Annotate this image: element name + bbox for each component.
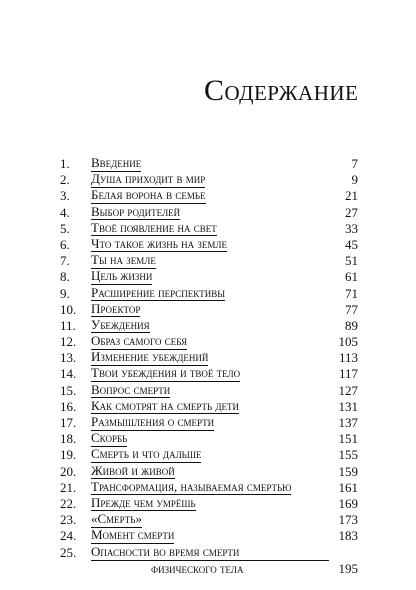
- toc-entry: [60, 237, 358, 253]
- entry-title: Прежде чем умрёшь: [91, 494, 196, 510]
- page-title: Содержание: [204, 74, 359, 107]
- entry-title: Скорбь: [91, 430, 128, 446]
- entry-number: 1.: [60, 156, 70, 171]
- toc-entry: [60, 512, 358, 528]
- entry-title: Белая ворона в семье: [91, 187, 206, 203]
- entry-number: 22.: [60, 495, 77, 511]
- toc-entry: [60, 221, 358, 237]
- entry-number: 6.: [60, 236, 70, 252]
- entry-title: Как смотрят на смерть дети: [91, 397, 240, 413]
- entry-number: 10.: [60, 301, 77, 317]
- entry-page: 195: [338, 560, 358, 576]
- toc-entry: [60, 399, 358, 415]
- entry-title: Проектор: [91, 300, 141, 316]
- toc-entry: [60, 447, 358, 463]
- entry-title: Выбор родителей: [91, 203, 181, 219]
- entry-number: 20.: [60, 463, 77, 479]
- entry-title: Размышления о смерти: [91, 414, 215, 429]
- entry-title: Вопрос смерти: [91, 381, 171, 397]
- entry-title: Твоё появление на свет: [91, 219, 217, 235]
- toc-entry: [60, 496, 358, 512]
- entry-page: 61: [345, 269, 358, 285]
- entry-number: 18.: [60, 431, 77, 447]
- entry-page: 89: [345, 317, 358, 333]
- table-of-contents: [60, 156, 358, 577]
- entry-number: 9.: [60, 285, 70, 301]
- entry-number: 4.: [60, 204, 70, 220]
- entry-page: 131: [338, 398, 358, 414]
- entry-number: 8.: [60, 269, 70, 285]
- entry-title: Ты на земле: [91, 252, 156, 268]
- toc-entry: [60, 156, 358, 172]
- entry-page: 105: [338, 334, 358, 350]
- entry-number: 12.: [60, 334, 77, 350]
- entry-title: Введение: [91, 155, 142, 170]
- toc-entry: [60, 334, 358, 350]
- toc-entry: [60, 366, 358, 382]
- entry-page: 159: [338, 463, 358, 479]
- entry-title: Трансформация, называемая смертью: [91, 478, 292, 494]
- toc-entry: [60, 188, 358, 204]
- entry-page: 21: [345, 188, 358, 204]
- entry-page: 51: [345, 253, 358, 269]
- toc-entry: [60, 302, 358, 318]
- entry-title: Образ самого себя: [91, 333, 188, 349]
- entry-page: 151: [338, 431, 358, 447]
- entry-title: Живой и живой: [91, 462, 175, 478]
- entry-number: 14.: [60, 366, 77, 382]
- entry-number: 19.: [60, 447, 77, 463]
- entry-title: [91, 545, 329, 577]
- entry-page: 127: [338, 382, 358, 398]
- entry-number: 7.: [60, 253, 70, 269]
- entry-title: «Смерть»: [91, 511, 142, 527]
- entry-number: 25.: [60, 544, 77, 560]
- entry-number: 24.: [60, 528, 77, 544]
- toc-entry: [60, 545, 358, 577]
- entry-title: Твои убеждения и твоё тело: [91, 365, 241, 381]
- entry-title: Момент смерти: [91, 527, 175, 543]
- entry-number: 3.: [60, 188, 70, 204]
- toc-entry: [60, 528, 358, 544]
- entry-title: Расширение перспективы: [91, 284, 226, 300]
- entry-number: 21.: [60, 479, 77, 495]
- entry-page: 77: [345, 301, 358, 317]
- toc-entry: [60, 480, 358, 496]
- entry-page: 161: [338, 479, 358, 495]
- entry-title-line-2: физического тела: [151, 560, 244, 576]
- entry-title: Что такое жизнь на земле: [91, 235, 228, 251]
- toc-entry: [60, 286, 358, 302]
- entry-page: 7: [351, 156, 358, 171]
- entry-number: 23.: [60, 512, 77, 528]
- entry-number: 15.: [60, 382, 77, 398]
- entry-title: Изменение убеждений: [91, 349, 209, 365]
- entry-title-line-1: Опасности во время смерти: [91, 545, 329, 561]
- toc-entry: [60, 464, 358, 480]
- entry-page: 9: [351, 172, 358, 188]
- toc-entry: [60, 253, 358, 269]
- entry-page: 169: [338, 495, 358, 511]
- entry-page: 137: [338, 415, 358, 430]
- entry-page: 155: [338, 447, 358, 463]
- toc-entry: [60, 415, 358, 431]
- entry-page: 113: [338, 350, 358, 366]
- entry-number: 16.: [60, 398, 77, 414]
- toc-entry: [60, 383, 358, 399]
- entry-page: 27: [345, 204, 358, 220]
- entry-page: 183: [338, 528, 358, 544]
- toc-entry: [60, 350, 358, 366]
- entry-number: 17.: [60, 415, 77, 430]
- toc-entry: [60, 431, 358, 447]
- entry-number: 11.: [60, 317, 76, 333]
- entry-page: 173: [338, 512, 358, 528]
- toc-entry: [60, 205, 358, 221]
- entry-page: 33: [345, 220, 358, 236]
- entry-title: Убеждения: [91, 316, 150, 332]
- entry-page: 71: [345, 285, 358, 301]
- entry-title: Смерть и что дальше: [91, 446, 202, 462]
- entry-title: Цель жизни: [91, 268, 153, 284]
- toc-entry: [60, 318, 358, 334]
- entry-title: Душа приходит в мир: [91, 171, 206, 187]
- entry-page: 45: [345, 236, 358, 252]
- entry-page: 117: [338, 366, 358, 382]
- entry-number: 5.: [60, 220, 70, 236]
- entry-number: 2.: [60, 172, 70, 188]
- toc-entry: [60, 172, 358, 188]
- toc-entry: [60, 269, 358, 285]
- entry-number: 13.: [60, 350, 77, 366]
